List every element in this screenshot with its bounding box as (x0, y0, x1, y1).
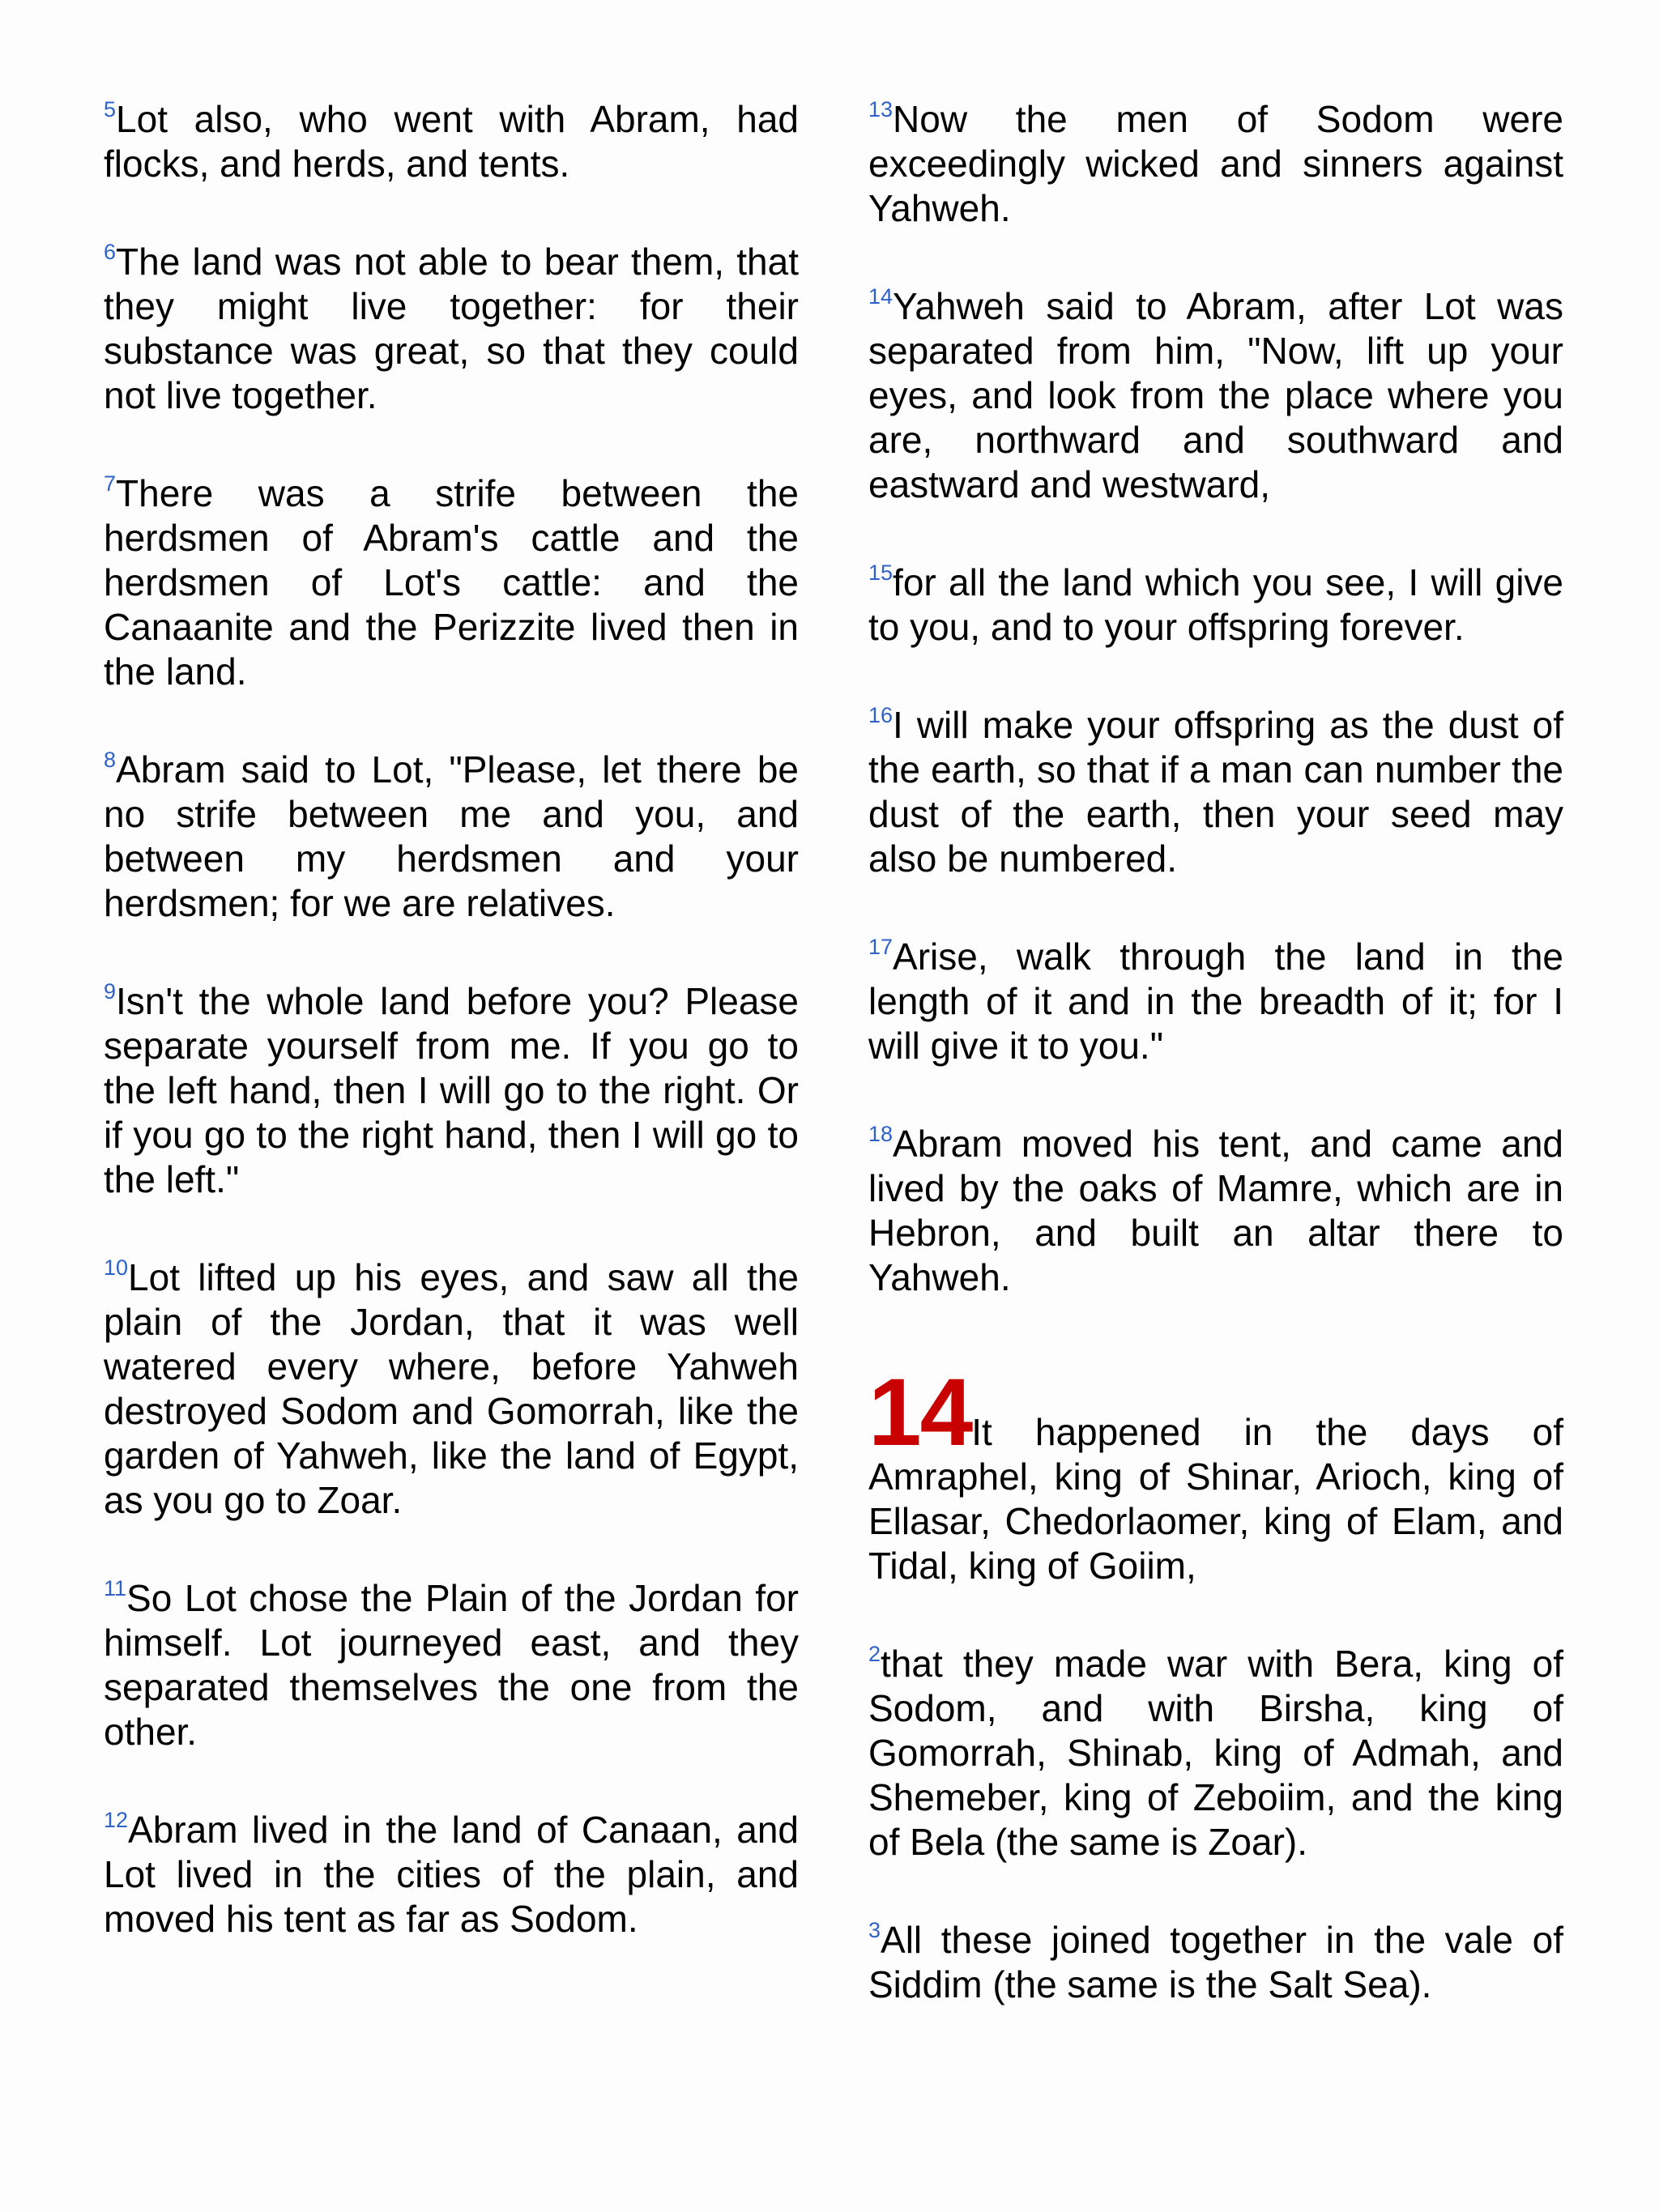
verse (868, 284, 1563, 507)
verse (104, 1255, 799, 1523)
verse-number: 14 (868, 284, 893, 309)
verse-number: 7 (104, 471, 117, 496)
verse-text: Lot lifted up his eyes, and saw all the plain of the Jordan, that it was well watered every where, before Yahweh destroyed Sodom and Gomorrah, like the garden of Yahweh, like the land of Egypt, as you go to Zoar. (104, 1256, 799, 1521)
verse (868, 703, 1563, 881)
verse (104, 471, 799, 694)
verse-text: Abram lived in the land of Canaan, and Lot lived in the cities of the plain, and moved his tent as far as Sodom. (104, 1809, 799, 1940)
verse-text: that they made war with Bera, king of Sodom, and with Birsha, king of Gomorrah, Shinab, king of Admah, and Shemeber, king of Zeboiim, and the king of Bela (the same is Zoar). (868, 1643, 1563, 1863)
verse-number: 13 (868, 97, 893, 121)
verse-number: 8 (104, 748, 117, 772)
right-column (868, 97, 1563, 2061)
chapter-opening-verse (868, 1359, 1563, 1588)
verse-text: for all the land which you see, I will give to you, and to your offspring forever. (868, 561, 1563, 648)
verse (868, 935, 1563, 1068)
verse-number: 5 (104, 97, 117, 121)
verse-number: 3 (868, 1918, 881, 1942)
verse-number: 2 (868, 1642, 881, 1666)
verse-text: Lot also, who went with Abram, had flocks, and herds, and tents. (104, 98, 799, 185)
verse (868, 1122, 1563, 1300)
verse-text: Abram moved his tent, and came and lived by the oaks of Mamre, which are in Hebron, and built an altar there to Yahweh. (868, 1123, 1563, 1298)
verse-number: 12 (104, 1808, 129, 1832)
verse (104, 240, 799, 418)
chapter-number: 14 (868, 1359, 972, 1466)
verse-text: The land was not able to bear them, that they might live together: for their substance was great, so that they could not live together. (104, 241, 799, 416)
verse-text: I will make your offspring as the dust of the earth, so that if a man can number the dust of the earth, then your seed may also be numbered. (868, 704, 1563, 880)
verse (104, 1576, 799, 1754)
verse-text: Arise, walk through the land in the length of it and in the breadth of it; for I will give it to you." (868, 936, 1563, 1067)
verse (104, 1808, 799, 1941)
verse (104, 979, 799, 1202)
verse (104, 97, 799, 186)
verse-number: 11 (104, 1576, 127, 1600)
verse (868, 97, 1563, 231)
left-column (104, 97, 799, 1995)
verse-text: Abram said to Lot, "Please, let there be no strife between me and you, and between my herdsmen and your herdsmen; for we are relatives. (104, 748, 799, 924)
verse-number: 18 (868, 1122, 893, 1146)
verse-number: 6 (104, 240, 117, 264)
verse-text: All these joined together in the vale of Siddim (the same is the Salt Sea). (868, 1919, 1563, 2005)
verse-number: 16 (868, 703, 893, 727)
verse (868, 1642, 1563, 1865)
verse-text: Now the men of Sodom were exceedingly wicked and sinners against Yahweh. (868, 98, 1563, 229)
verse-text: It happened in the days of Amraphel, king of Shinar, Arioch, king of Ellasar, Chedorlaomer, king of Elam, and Tidal, king of Goiim, (868, 1411, 1563, 1587)
verse-text: Isn't the whole land before you? Please separate yourself from me. If you go to the left hand, then I will go to the right. Or if you go to the right hand, then I will go to the left." (104, 980, 799, 1200)
verse-number: 15 (868, 560, 893, 585)
verse-number: 17 (868, 935, 893, 959)
verse (868, 1918, 1563, 2007)
verse-text: So Lot chose the Plain of the Jordan for himself. Lot journeyed east, and they separated themselves the one from the other. (104, 1577, 799, 1753)
verse-text: Yahweh said to Abram, after Lot was separated from him, "Now, lift up your eyes, and look from the place where you are, northward and southward and eastward and westward, (868, 285, 1563, 505)
verse-number: 10 (104, 1255, 129, 1280)
verse (868, 560, 1563, 650)
verse (104, 748, 799, 926)
verse-number: 9 (104, 979, 117, 1004)
verse-text: There was a strife between the herdsmen of Abram's cattle and the herdsmen of Lot's cattle: and the Canaanite and the Perizzite lived then in the land. (104, 472, 799, 693)
